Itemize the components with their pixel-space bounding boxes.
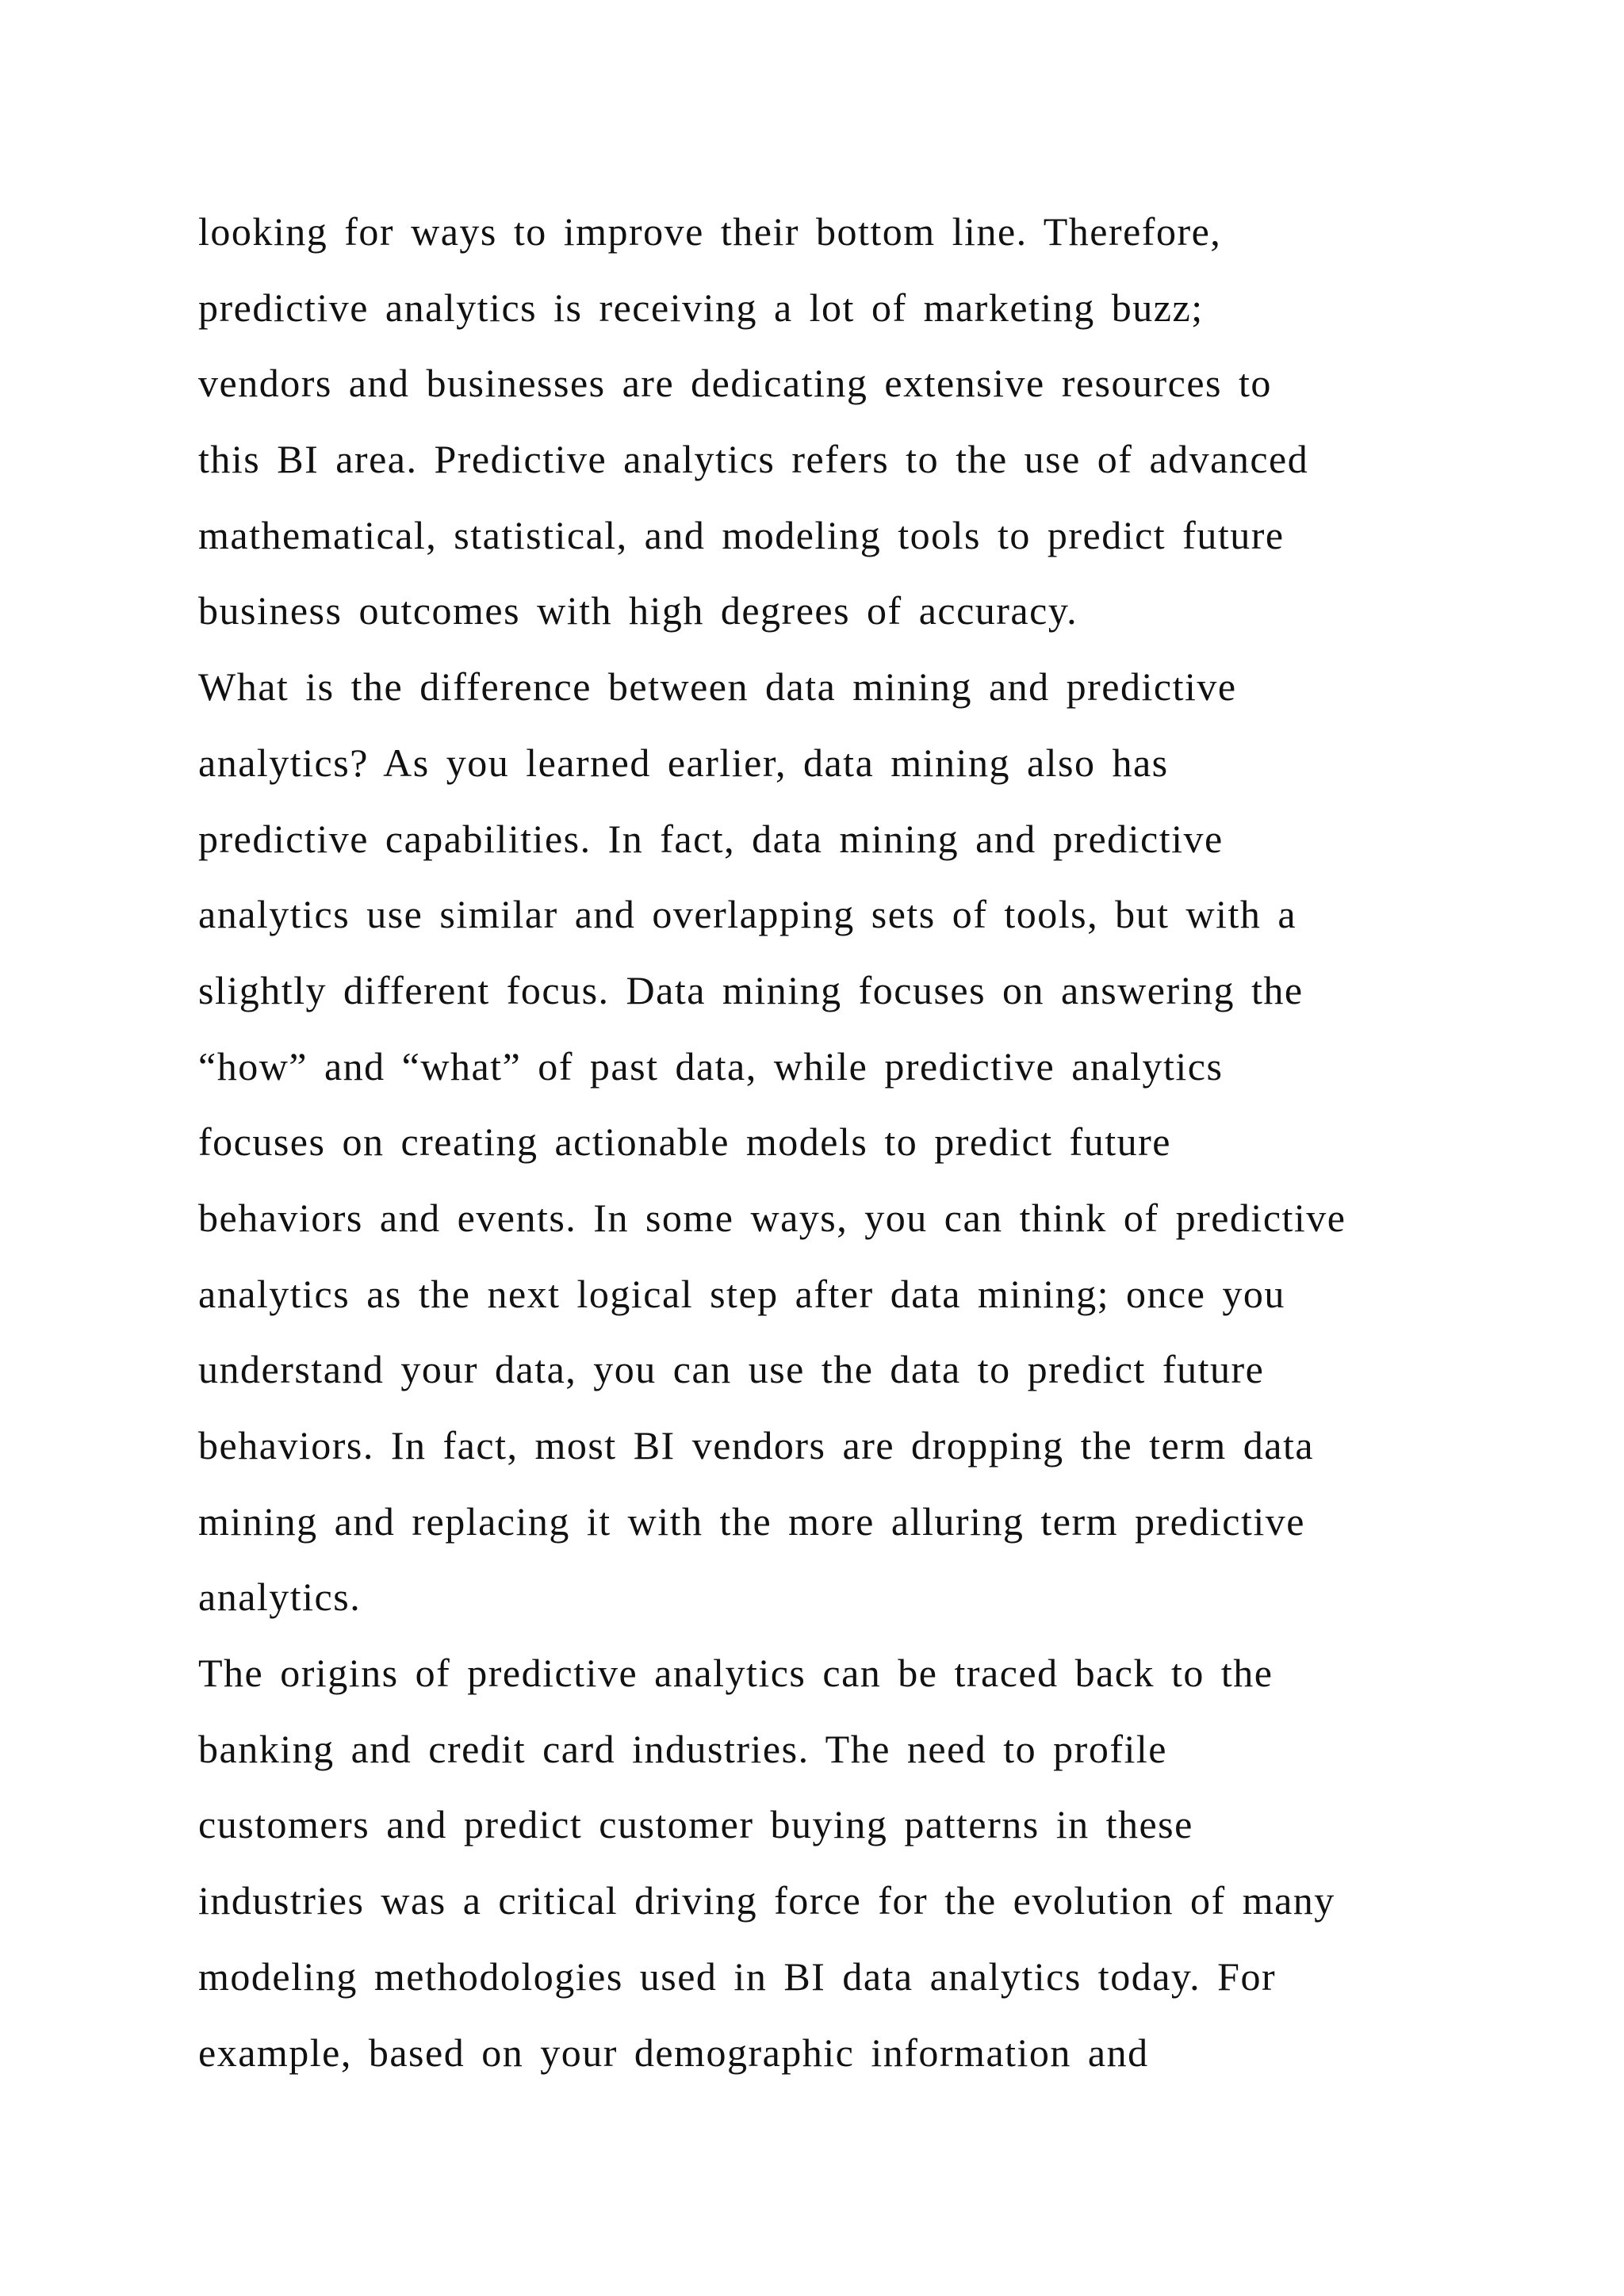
body-text <box>198 194 1435 2091</box>
text-line: focuses on creating actionable models to predict future <box>198 1119 1171 1165</box>
text-line: predictive analytics is receiving a lot of marketing buzz; <box>198 285 1204 330</box>
text-line: looking for ways to improve their bottom line. Therefore, <box>198 209 1222 254</box>
text-line: behaviors and events. In some ways, you can think of predictive <box>198 1195 1346 1240</box>
text-line: mining and replacing it with the more alluring term predictive <box>198 1498 1305 1544</box>
text-line: mathematical, statistical, and modeling tools to predict future <box>198 512 1285 557</box>
text-line: understand your data, you can use the data to predict future <box>198 1347 1265 1392</box>
text-line: analytics. <box>198 1575 362 1620</box>
text-line: this BI area. Predictive analytics refers to the use of advanced <box>198 437 1309 482</box>
text-line: industries was a critical driving force for the evolution of many <box>198 1878 1335 1923</box>
text-line: analytics as the next logical step after data mining; once you <box>198 1271 1285 1316</box>
text-line: analytics? As you learned earlier, data mining also has <box>198 740 1169 785</box>
text-line: example, based on your demographic information and <box>198 2030 1149 2075</box>
text-line: What is the difference between data mining and predictive <box>198 664 1237 710</box>
text-line: analytics use similar and overlapping sets of tools, but with a <box>198 892 1297 937</box>
text-line: banking and credit card industries. The need to profile <box>198 1726 1167 1771</box>
text-line: predictive capabilities. In fact, data mining and predictive <box>198 816 1224 861</box>
text-line: modeling methodologies used in BI data analytics today. For <box>198 1954 1277 1999</box>
text-line: The origins of predictive analytics can be traced back to the <box>198 1651 1274 1696</box>
text-line: business outcomes with high degrees of accuracy. <box>198 588 1078 633</box>
text-line: “how” and “what” of past data, while predictive analytics <box>198 1043 1224 1089</box>
text-line: behaviors. In fact, most BI vendors are dropping the term data <box>198 1423 1315 1468</box>
text-line: customers and predict customer buying patterns in these <box>198 1802 1193 1847</box>
text-line: vendors and businesses are dedicating extensive resources to <box>198 361 1272 406</box>
text-line: slightly different focus. Data mining focuses on answering the <box>198 967 1304 1012</box>
